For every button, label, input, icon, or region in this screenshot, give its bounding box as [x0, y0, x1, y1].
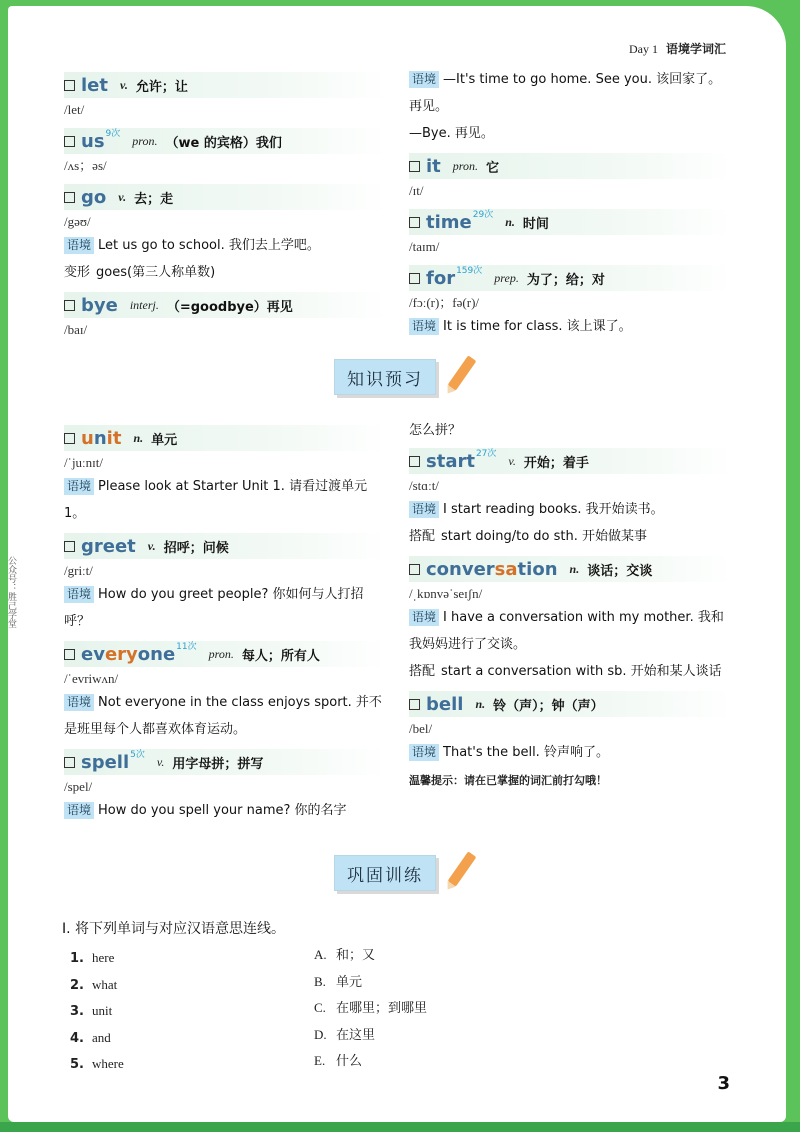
collocation-line: [409, 523, 733, 550]
running-head-section: 语境学词汇: [665, 42, 726, 56]
banner-preview-label: 知识预习: [347, 369, 423, 390]
entry-us: [64, 128, 388, 176]
part-of-speech: n.: [505, 214, 515, 229]
entry-greet: [64, 533, 388, 635]
headword: let: [81, 74, 108, 96]
example-line: [409, 313, 733, 340]
item-word: what: [92, 976, 118, 992]
item-letter: B.: [314, 973, 326, 989]
banner-practice-label: 巩固训练: [347, 865, 423, 886]
frequency-badge: 159次: [456, 265, 483, 276]
running-head: [629, 40, 726, 57]
headword: conversation: [426, 558, 558, 580]
continuation-line: [409, 417, 733, 444]
page-number: 3: [717, 1073, 730, 1094]
phonetic: /griːt/: [64, 563, 93, 578]
item-letter: E.: [314, 1053, 326, 1068]
example-tag: 语境: [409, 609, 439, 626]
headword: unit: [81, 427, 122, 449]
entry-head: [409, 153, 733, 179]
part-of-speech: v.: [118, 189, 127, 204]
meaning: 开始；着手: [523, 455, 589, 471]
entry-head: [64, 292, 388, 318]
exercise-word-list: [70, 945, 124, 1078]
example-line: [64, 473, 388, 527]
entry-everyone: [64, 641, 388, 743]
checkbox[interactable]: [64, 192, 75, 203]
meaning: 谈话；交谈: [587, 563, 653, 579]
checkbox[interactable]: [409, 564, 420, 575]
entry-spell: [64, 749, 388, 824]
continuation-line-2: [409, 120, 733, 147]
example-tag: 语境: [64, 237, 94, 254]
headword: greet: [81, 535, 136, 557]
exercise-meaning-item: [314, 995, 427, 1022]
entry-head: [64, 425, 388, 451]
item-letter: A.: [314, 947, 327, 962]
exercise-word-item: [70, 1051, 124, 1078]
part-of-speech: interj.: [129, 297, 159, 312]
collocation-tag: 搭配: [409, 529, 436, 544]
checkbox[interactable]: [64, 649, 75, 660]
part-of-speech: v.: [147, 538, 156, 553]
part-of-speech: n.: [569, 561, 580, 576]
example-text: How do you spell your name? 你的名字: [98, 803, 347, 818]
meaning: 为了；给；对: [526, 272, 605, 288]
bottom-strip: [0, 1122, 800, 1132]
item-meaning: 什么: [336, 1054, 363, 1069]
entry-time: [409, 209, 733, 257]
collocation-tag: 搭配: [409, 664, 436, 679]
example-text: Not everyone in the class enjoys sport. 并不是班里每个人都喜欢体育运动。: [64, 695, 382, 737]
side-note: 公众号：胜己学堂: [6, 556, 16, 628]
example-text: I have a conversation with my mother. 我和我妈妈进行了交谈。: [409, 610, 724, 652]
frequency-badge: 29次: [472, 209, 494, 220]
example-line: [409, 739, 733, 766]
checkbox[interactable]: [64, 433, 75, 444]
entry-bye: [64, 292, 388, 340]
continuation-text: 怎么拼？: [409, 423, 462, 438]
part-of-speech: n.: [133, 430, 144, 445]
meaning: 用字母拼；拼写: [172, 756, 264, 772]
phonetic: /fɔː(r)；fə(r)/: [409, 295, 480, 310]
collocation-text: start doing/to do sth. 开始做某事: [441, 529, 648, 544]
example-text: How do you greet people? 你如何与人打招呼？: [64, 587, 364, 629]
item-meaning: 和；又: [336, 948, 376, 963]
left-top-column: [64, 72, 388, 340]
exercise-meaning-item: [314, 942, 427, 969]
exercise-meaning-item: [314, 969, 427, 996]
headword: spell: [81, 751, 130, 773]
entry-let: [64, 72, 388, 120]
item-number: 2.: [70, 977, 84, 993]
example-line: [409, 604, 733, 658]
entry-head: [64, 533, 388, 559]
meaning: 招呼；问候: [163, 540, 229, 556]
item-word: unit: [92, 1003, 113, 1018]
item-letter: C.: [314, 1000, 326, 1015]
checkbox[interactable]: [409, 699, 420, 710]
entry-for: [409, 265, 733, 340]
item-word: here: [92, 950, 115, 965]
tip-note: 温馨提示：请在已掌握的词汇前打勾哦！: [409, 774, 607, 787]
frequency-badge: 9次: [105, 128, 121, 139]
meaning: 时间: [522, 216, 549, 232]
form-line: [64, 259, 388, 286]
exercise-title: Ⅰ. 将下列单词与对应汉语意思连线。: [62, 921, 286, 937]
part-of-speech: v.: [508, 453, 516, 468]
phonetic: /ɪt/: [409, 183, 424, 198]
example-text: That's the bell. 铃声响了。: [443, 745, 609, 760]
headword: go: [81, 186, 107, 208]
phonetic: /let/: [64, 102, 85, 117]
phonetic: /gəʊ/: [64, 214, 91, 229]
collocation-text: start a conversation with sb. 开始和某人谈话: [441, 664, 722, 679]
item-number: 3.: [70, 1004, 84, 1019]
checkbox[interactable]: [64, 300, 75, 311]
part-of-speech: n.: [475, 696, 486, 711]
example-tag: 语境: [64, 478, 94, 495]
exercise-word-item: [70, 972, 124, 999]
frequency-badge: 11次: [176, 641, 197, 652]
entry-bell: [409, 691, 733, 766]
example-tag: 语境: [409, 744, 439, 761]
example-tag: 语境: [64, 586, 94, 603]
phonetic: /bel/: [409, 721, 433, 736]
checkbox[interactable]: [409, 161, 420, 172]
example-tag: 语境: [64, 694, 94, 711]
exercise-word-item: [70, 1025, 124, 1052]
part-of-speech: pron.: [208, 646, 234, 661]
exercise-word-item: [70, 945, 124, 972]
item-meaning: 单元: [336, 974, 363, 990]
entry-head: [64, 641, 388, 667]
part-of-speech: prep.: [494, 270, 519, 285]
form-tag: 变形: [64, 265, 91, 280]
example-line: [409, 496, 733, 523]
entry-conversation: [409, 556, 733, 685]
phonetic: /stɑːt/: [409, 478, 439, 493]
headword: time: [426, 211, 472, 233]
item-number: 4.: [70, 1030, 84, 1046]
example-text: It is time for class. 该上课了。: [443, 319, 632, 334]
phonetic: /ˌkɒnvəˈseɪʃn/: [409, 586, 483, 601]
example-tag: 语境: [409, 71, 439, 88]
example-line: [64, 581, 388, 635]
example-tag: 语境: [409, 501, 439, 518]
example-text: Please look at Starter Unit 1. 请看过渡单元 1。: [64, 479, 368, 521]
item-meaning: 在哪里；到哪里: [336, 1001, 428, 1016]
item-letter: D.: [314, 1026, 327, 1042]
example-tag: 语境: [64, 802, 94, 819]
headword: us: [81, 130, 105, 152]
entry-head: [409, 556, 733, 582]
checkbox[interactable]: [409, 456, 420, 467]
entry-head: [64, 184, 388, 210]
meaning: 允许；让: [135, 79, 188, 95]
meaning: 单元: [151, 432, 178, 448]
phonetic: /baɪ/: [64, 322, 88, 337]
item-word: and: [92, 1029, 111, 1045]
example-line: [64, 232, 388, 259]
entry-unit: [64, 425, 388, 527]
item-number: 1.: [70, 951, 84, 966]
meaning: 铃（声）；钟（声）: [493, 698, 604, 714]
phonetic: /ˈjuːnɪt/: [64, 455, 103, 470]
example-line: [64, 797, 388, 824]
exercise-meaning-list: [314, 942, 427, 1075]
entry-start: [409, 448, 733, 550]
checkbox[interactable]: [409, 217, 420, 228]
example-text: I start reading books. 我开始读书。: [443, 502, 664, 517]
collocation-line: [409, 658, 733, 685]
headword: start: [426, 450, 475, 472]
headword: everyone: [81, 643, 176, 665]
exercise-meaning-item: [314, 1048, 427, 1075]
phonetic: /ˈevriwʌn/: [64, 671, 119, 686]
phonetic: /taɪm/: [409, 239, 440, 254]
headword: bye: [81, 294, 118, 316]
example-tag: 语境: [409, 318, 439, 335]
part-of-speech: pron.: [132, 133, 158, 148]
exercise-word-item: [70, 998, 124, 1025]
headword: for: [426, 267, 456, 289]
frequency-badge: 27次: [475, 448, 497, 459]
entry-head: [64, 72, 388, 98]
entry-head: [409, 209, 733, 235]
exercise-meaning-item: [314, 1022, 427, 1049]
entry-head: [64, 128, 388, 154]
meaning: （=goodbye）再见: [166, 299, 293, 315]
meaning: 每人；所有人: [241, 648, 320, 664]
meaning: 它: [486, 160, 500, 176]
checkbox[interactable]: [64, 541, 75, 552]
part-of-speech: v.: [119, 77, 128, 92]
example-text: Let us go to school. 我们去上学吧。: [98, 238, 320, 253]
running-head-day: Day 1: [628, 42, 658, 56]
banner-preview: [334, 359, 436, 395]
part-of-speech: v.: [156, 754, 165, 769]
checkbox[interactable]: [64, 80, 75, 91]
form-text: goes(第三人称单数): [96, 265, 216, 280]
checkbox[interactable]: [409, 273, 420, 284]
frequency-badge: 5次: [130, 749, 145, 760]
right-top-column: [409, 66, 733, 340]
checkbox[interactable]: [64, 757, 75, 768]
continuation-text-2: —Bye. 再见。: [409, 126, 494, 141]
checkbox[interactable]: [64, 136, 75, 147]
part-of-speech: pron.: [452, 158, 479, 173]
entry-head: [409, 448, 733, 474]
entry-it: [409, 153, 733, 201]
item-number: 5.: [70, 1057, 84, 1072]
continuation-line: [409, 66, 733, 120]
banner-practice: [334, 855, 436, 891]
meaning: （we 的宾格）我们: [165, 135, 282, 151]
phonetic: /ʌs；əs/: [64, 158, 107, 173]
item-meaning: 在这里: [336, 1027, 376, 1043]
continuation-text: —It's time to go home. See you. 该回家了。再见。: [409, 72, 722, 114]
right-mid-column: [409, 417, 733, 788]
entry-head: [409, 691, 733, 717]
entry-go: [64, 184, 388, 286]
item-word: where: [92, 1056, 124, 1071]
phonetic: /spel/: [64, 779, 93, 794]
headword: it: [426, 155, 441, 177]
left-mid-column: [64, 425, 388, 824]
example-line: [64, 689, 388, 743]
entry-head: [64, 749, 388, 775]
meaning: 去；走: [134, 191, 174, 207]
entry-head: [409, 265, 733, 291]
headword: bell: [426, 693, 464, 715]
